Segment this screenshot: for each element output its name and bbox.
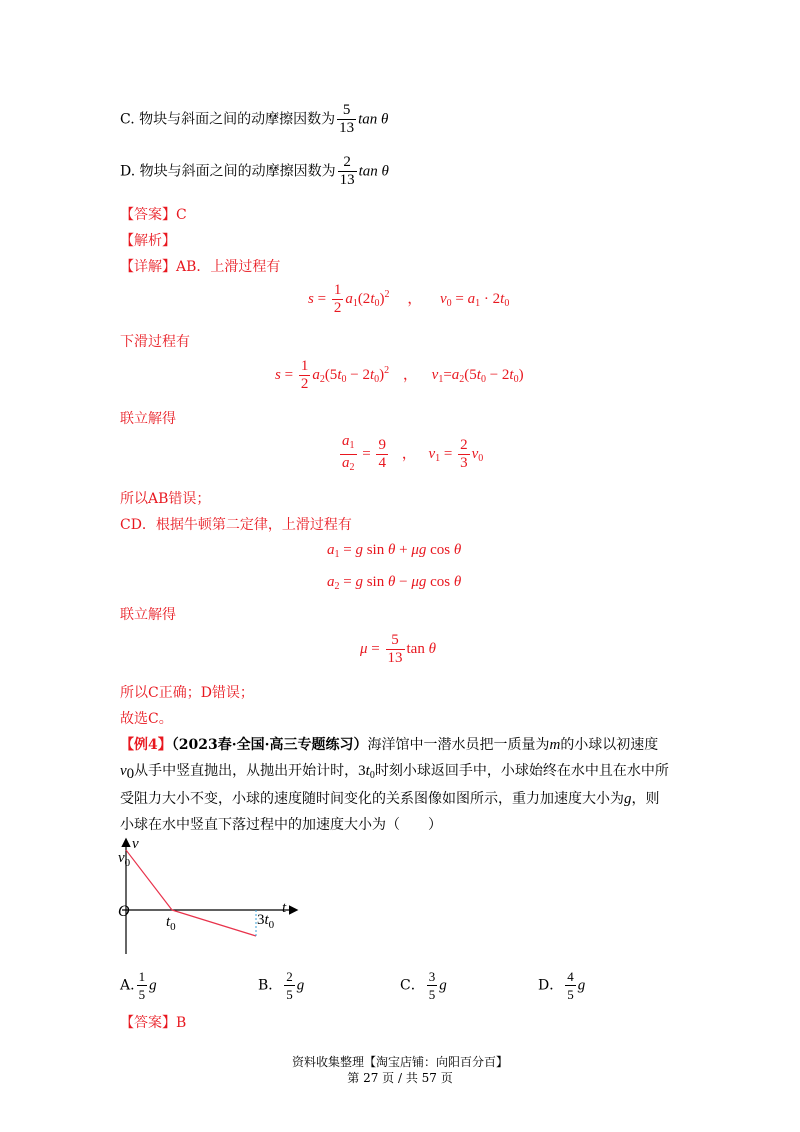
- analysis-heading: 【解析】: [120, 233, 176, 249]
- choice-a[interactable]: A. $\frac{1}{5}$ g: [120, 969, 157, 1002]
- t-axis-label: t: [282, 900, 287, 916]
- equation-a1: $a_1 = g$ sin θ + μg cos θ: [327, 542, 462, 560]
- choice-b[interactable]: B． $\frac{2}{5}$ g: [258, 969, 305, 1002]
- v-axis-label: v: [132, 836, 139, 852]
- v-t-line-up: [126, 850, 172, 910]
- example-line-4: 小球在水中竖直下落过程中的加速度大小为（ ）: [120, 817, 442, 833]
- example-source: （2023春·全国·高三专题练习）: [171, 737, 368, 753]
- choice-d[interactable]: D． $\frac{4}{5}$ g: [538, 969, 586, 1002]
- 3t0-label: $3t_0$: [257, 912, 275, 931]
- option-c-tan: tan θ: [358, 111, 389, 128]
- downhill-label: 下滑过程有: [120, 334, 190, 350]
- example-line-1: 【例4】（2023春·全国·高三专题练习）海洋馆中一潜水员把一质量为m的小球以初速度: [120, 737, 659, 753]
- equation-mu: μ = $\frac{5}{13}$ tan θ: [360, 632, 436, 666]
- option-c-fraction: $\frac{5}{13}$: [339, 102, 355, 136]
- t0-label: $t_0$: [166, 914, 176, 933]
- conclusion-c: 所以C正确；D错误；: [120, 685, 254, 701]
- answer-2: 【答案】B: [120, 1015, 187, 1031]
- option-d: [120, 154, 389, 189]
- conclusion-ab: 所以AB错误；: [120, 491, 211, 507]
- footer-page-number: 第 27 页 / 共 57 页: [347, 1071, 453, 1085]
- option-c: [120, 102, 388, 137]
- choice-c[interactable]: C． $\frac{3}{5}$ g: [400, 969, 447, 1002]
- origin-label: O: [118, 903, 130, 920]
- option-d-tan: tan θ: [358, 163, 389, 180]
- option-c-text: C. 物块与斜面之间的动摩擦因数为: [120, 111, 336, 128]
- example-tag: 【例4】: [120, 737, 172, 753]
- choose-c: 故选C。: [120, 711, 173, 727]
- solve-label-2: 联立解得: [120, 607, 176, 623]
- equation-a2: $a_2 = g$ sin θ − μg cos θ: [327, 574, 462, 592]
- equation-uphill: s = $\frac{1}{2}$ $a_1(2t_0)^2$ ， $v_0 = a_1 \cdot 2t_0$: [308, 282, 510, 316]
- example-line-2: $v_0$从手中竖直抛出，从抛出开始计时，$3t_0$时刻小球返回手中，小球始终在水中且在水中所: [120, 763, 669, 782]
- equation-downhill: s = $\frac{1}{2}$ $a_2(5t_0 - 2t_0)^2$ ， $v_1=a_2(5t_0 - 2t_0)$: [275, 358, 524, 392]
- answer-1: 【答案】C: [120, 207, 187, 223]
- cd-intro: CD．根据牛顿第二定律，上滑过程有: [120, 517, 352, 533]
- option-d-text: D. 物块与斜面之间的动摩擦因数为: [120, 163, 336, 180]
- footer-source: 资料收集整理【淘宝店铺：向阳百分百】: [291, 1055, 508, 1069]
- detail-intro: 【详解】AB．上滑过程有: [120, 259, 281, 275]
- v-t-line-down: [172, 910, 256, 936]
- example-line-3: 受阻力大小不变，小球的速度随时间变化的关系图像如图所示，重力加速度大小为g，则: [120, 791, 660, 807]
- v0-label: $v_0$: [118, 850, 131, 869]
- velocity-time-graph: [116, 836, 302, 962]
- option-d-fraction: $\frac{2}{13}$: [339, 154, 355, 188]
- equation-ratio: $\frac{a_1}{a_2}$ = $\frac{9}{4}$ ， $v_1$ = $\frac{2}{3}$ $v_0$: [338, 433, 483, 476]
- solve-label-1: 联立解得: [120, 411, 176, 427]
